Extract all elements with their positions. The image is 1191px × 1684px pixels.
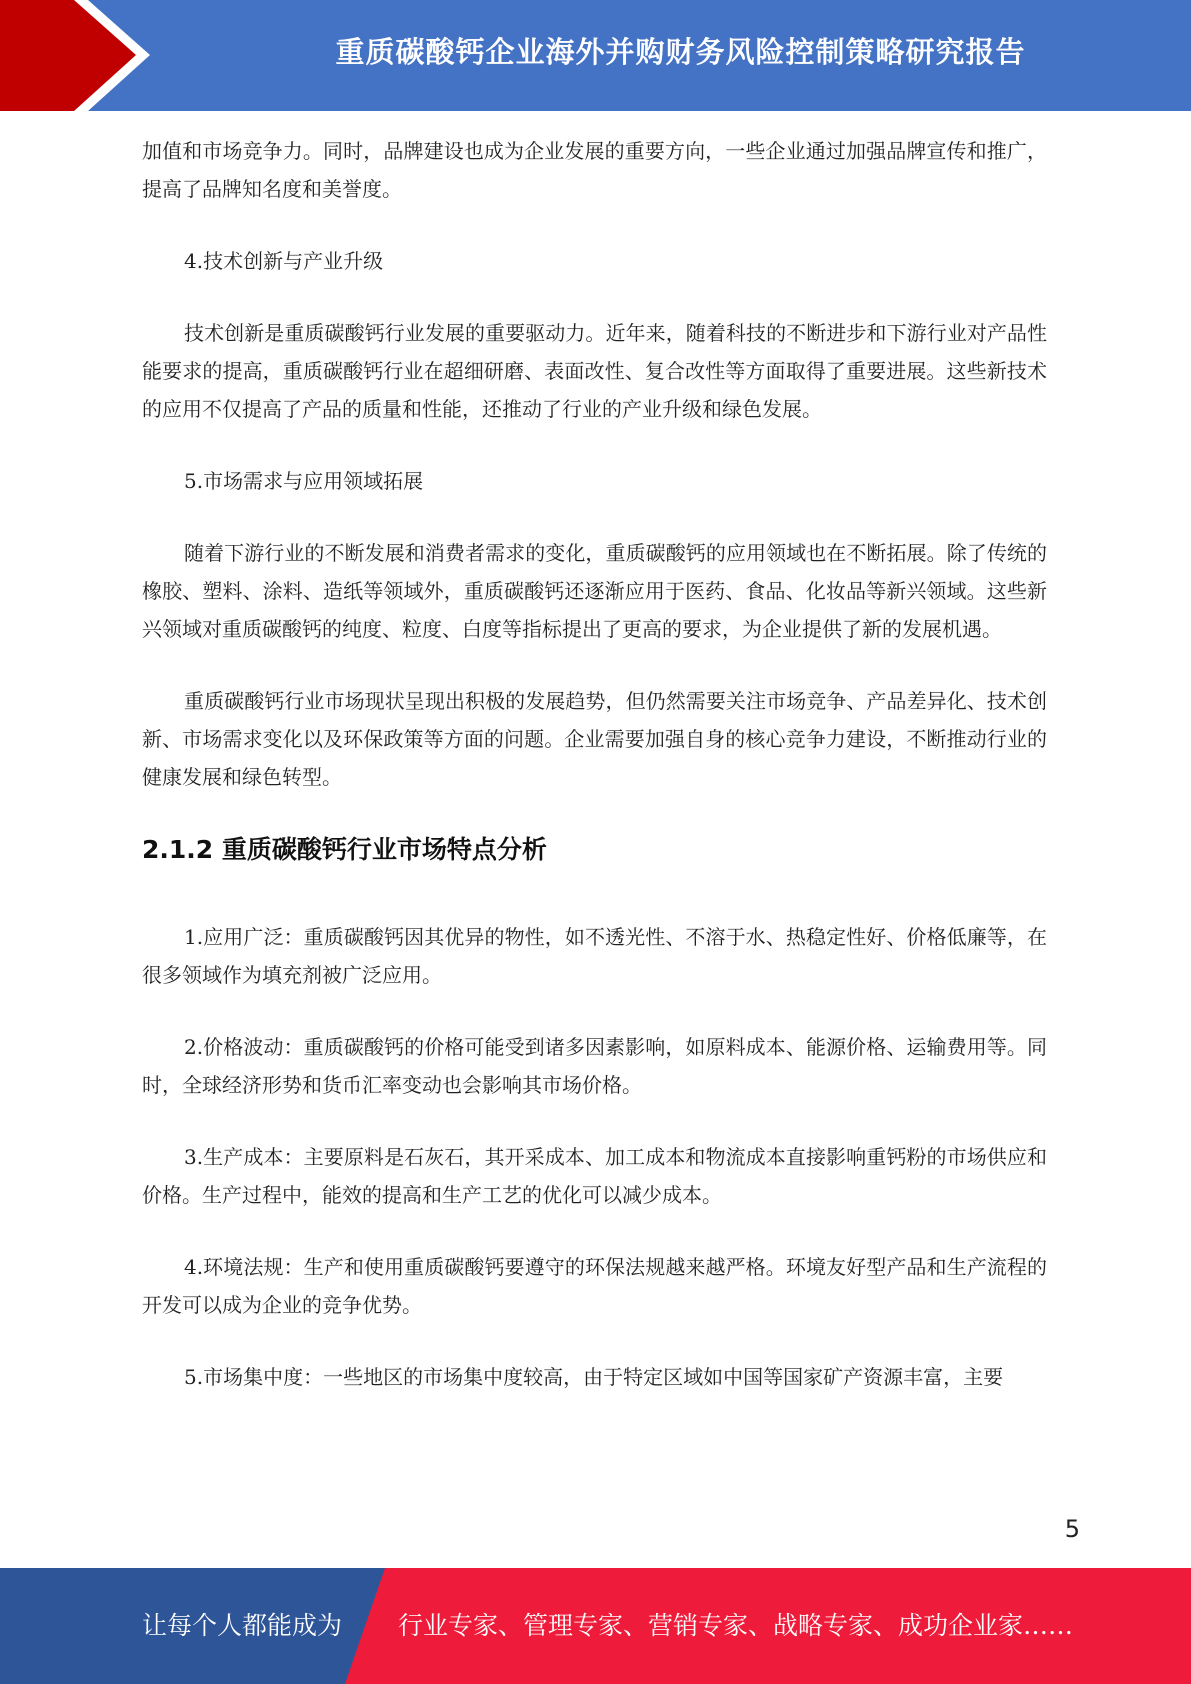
item-4-title: 4.技术创新与产业升级 [184,249,384,273]
feature-wide-application: 1.应用广泛：重质碳酸钙因其优异的物性，如不透光性、不溶于水、热稳定性好、价格低廉等，在很多领域作为填充剂被广泛应用。 [142,925,1047,987]
page-number: 5 [1064,1515,1080,1543]
item-5-title: 5.市场需求与应用领域拓展 [184,469,424,493]
feature-market-concentration: 5.市场集中度：一些地区的市场集中度较高，由于特定区域如中国等国家矿产资源丰富，主要 [184,1365,1004,1389]
paragraph-tech-innovation: 技术创新是重质碳酸钙行业发展的重要驱动力。近年来，随着科技的不断进步和下游行业对产品性能要求的提高，重质碳酸钙行业在超细研磨、表面改性、复合改性等方面取得了重要进展。这些新技术的应用不仅提高了产品的质量和性能，还推动了行业的产业升级和绿色发展。 [142,321,1047,421]
feature-production-cost: 3.生产成本：主要原料是石灰石，其开采成本、加工成本和物流成本直接影响重钙粉的市场供应和价格。生产过程中，能效的提高和生产工艺的优化可以减少成本。 [142,1145,1047,1207]
page-header [0,0,1191,111]
feature-price-fluctuation: 2.价格波动：重质碳酸钙的价格可能受到诸多因素影响，如原料成本、能源价格、运输费用等。同时，全球经济形势和货币汇率变动也会影响其市场价格。 [142,1035,1047,1097]
paragraph-brand-building: 加值和市场竞争力。同时，品牌建设也成为企业发展的重要方向，一些企业通过加强品牌宣传和推广，提高了品牌知名度和美誉度。 [142,139,1047,201]
footer-slogan-left: 让每个人都能成为 [142,1611,343,1640]
footer-slogan-right: 行业专家、管理专家、营销专家、战略专家、成功企业家…… [398,1611,1074,1640]
report-title: 重质碳酸钙企业海外并购财务风险控制策略研究报告 [335,35,1026,69]
header-chevron [0,0,136,111]
paragraph-market-demand: 随着下游行业的不断发展和消费者需求的变化，重质碳酸钙的应用领域也在不断拓展。除了传统的橡胶、塑料、涂料、造纸等领域外，重质碳酸钙还逐渐应用于医药、食品、化妆品等新兴领域。这些新兴领域对重质碳酸钙的纯度、粒度、白度等指标提出了更高的要求，为企业提供了新的发展机遇。 [142,541,1047,641]
paragraph-market-summary: 重质碳酸钙行业市场现状呈现出积极的发展趋势，但仍然需要关注市场竞争、产品差异化、技术创新、市场需求变化以及环保政策等方面的问题。企业需要加强自身的核心竞争力建设，不断推动行业的健康发展和绿色转型。 [142,689,1047,789]
feature-environmental-regulation: 4.环境法规：生产和使用重质碳酸钙要遵守的环保法规越来越严格。环境友好型产品和生产流程的开发可以成为企业的竞争优势。 [142,1255,1047,1317]
page-body [142,132,1047,1396]
section-heading: 2.1.2 重质碳酸钙行业市场特点分析 [142,835,547,864]
page-footer [0,1568,1191,1684]
